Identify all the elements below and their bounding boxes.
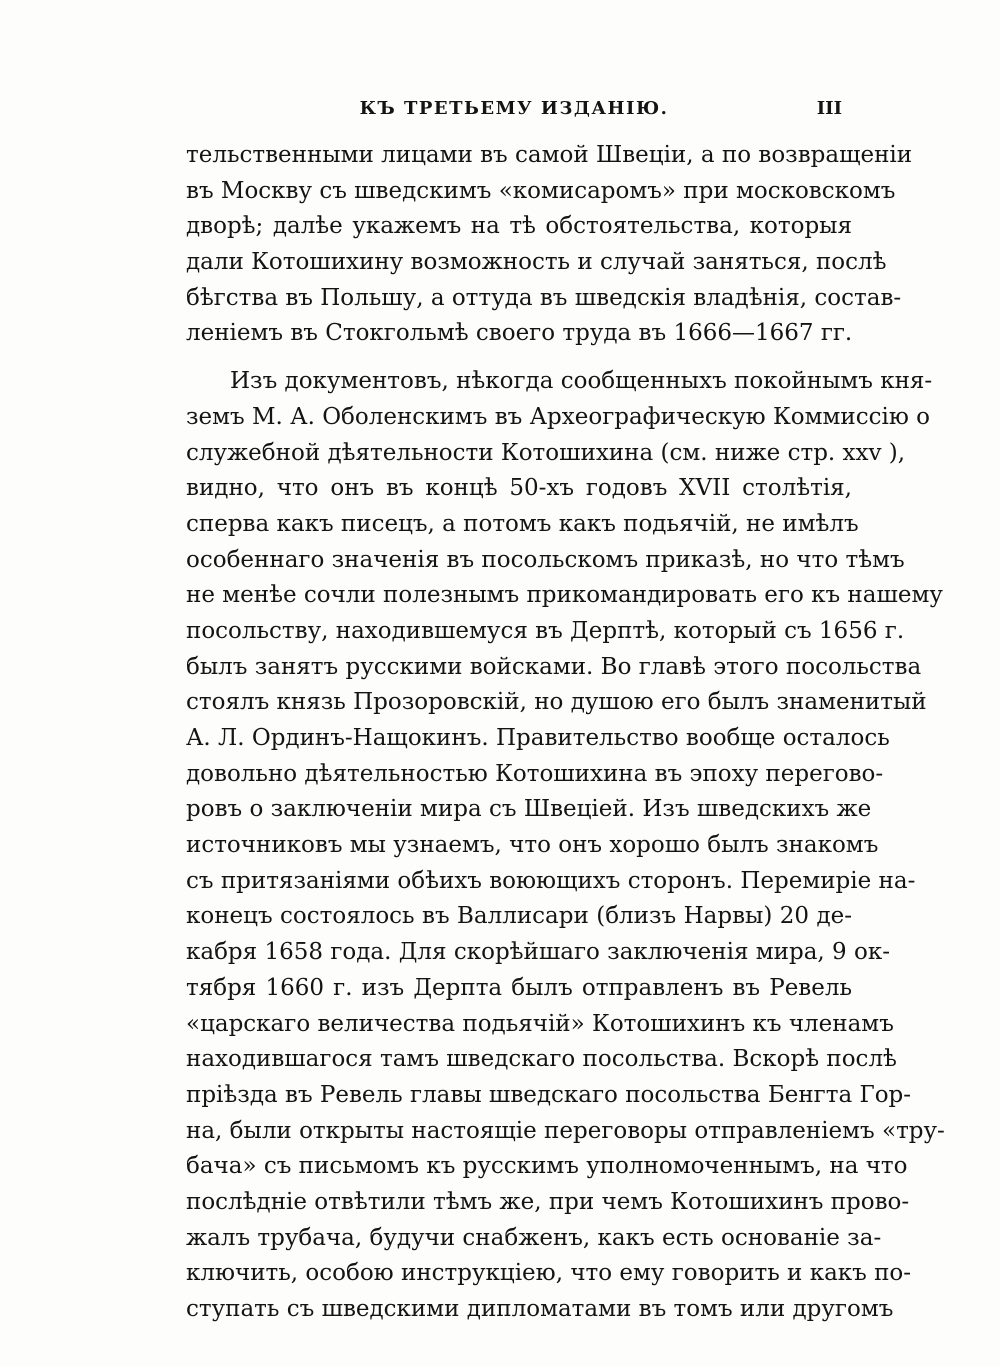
text-line: земъ М. А. Оболенскимъ въ Археографическую Коммиссію о (186, 403, 931, 430)
running-title: КЪ ТРЕТЬЕМУ ИЗДАНІЮ. (359, 98, 669, 119)
text-line: сперва какъ писецъ, а потомъ какъ подьячій, не имѣлъ (186, 510, 859, 537)
text-line: бѣгства въ Польшу, а оттуда въ шведскія владѣнія, состав- (186, 284, 902, 311)
text-line: особеннаго значенія въ посольскомъ приказѣ, но что тѣмъ (186, 546, 905, 573)
text-line: посольству, находившемуся въ Дерптѣ, который съ 1656 г. (186, 617, 905, 644)
text-line: пріѣзда въ Ревель главы шведскаго посольства Бенгта Гор- (186, 1081, 912, 1108)
text-line: довольно дѣятельностью Котошихина въ эпоху перегово- (186, 760, 884, 787)
text-line: жалъ трубача, будучи снабженъ, какъ есть основаніе за- (186, 1224, 882, 1251)
text-line: источниковъ мы узнаемъ, что онъ хорошо былъ знакомъ (186, 832, 879, 859)
paragraph-2 (186, 364, 945, 1328)
text-line: конецъ состоялось въ Валлисари (близъ Нарвы) 20 де- (186, 903, 852, 930)
text-line: ключить, особою инструкціею, что ему говорить и какъ по- (186, 1260, 912, 1287)
text-line: кабря 1658 года. Для скорѣйшаго заключенія мира, 9 ок- (186, 939, 890, 966)
text-line: съ притязаніями обѣихъ воюющихъ сторонъ. Перемиріе на- (186, 867, 916, 894)
text-line: служебной дѣятельности Котошихина (см. ниже стр. xxv ), (186, 439, 906, 466)
text-line: тября 1660 г. изъ Дерпта былъ отправленъ въ Ревель (186, 974, 852, 1001)
text-line: леніемъ въ Стокгольмѣ своего труда въ 1666—1667 гг. (186, 320, 853, 347)
page-number: III (816, 98, 842, 119)
text-line: Изъ документовъ, нѣкогда сообщенныхъ покойнымъ кня- (230, 368, 933, 395)
text-line: находившагося тамъ шведскаго посольства. Вскорѣ послѣ (186, 1046, 897, 1073)
text-line: ступать съ шведскими дипломатами въ томъ или другомъ (186, 1296, 894, 1322)
text-line: бача» съ письмомъ къ русскимъ уполномоченнымъ, на что (186, 1153, 908, 1180)
text-line: стоялъ князь Прозоровскій, но душою его былъ знаменитый (186, 689, 927, 716)
text-line: А. Л. Ординъ-Нащокинъ. Правительство вообще осталось (186, 725, 890, 751)
body-text (186, 138, 945, 1328)
text-line: дворѣ; далѣе укажемъ на тѣ обстоятельства, которыя (186, 213, 852, 240)
running-head (186, 98, 842, 128)
paragraph-1 (186, 138, 913, 352)
text-line: видно, что онъ въ концѣ 50-хъ годовъ XVII столѣтія, (186, 475, 852, 502)
text-line: на, были открыты настоящіе переговоры отправленіемъ «тру- (186, 1117, 945, 1144)
text-line: «царскаго величества подьячій» Котошихинъ къ членамъ (186, 1010, 894, 1037)
text-line: ровъ о заключеніи мира съ Швеціей. Изъ шведскихъ же (186, 796, 872, 823)
text-line: былъ занятъ русскими войсками. Во главѣ этого посольства (186, 653, 922, 680)
text-line: не менѣе сочли полезнымъ прикомандировать его къ нашему (186, 582, 943, 609)
text-line: тельственными лицами въ самой Швеціи, а по возвращеніи (186, 142, 913, 168)
text-line: въ Москву съ шведскимъ «комисаромъ» при московскомъ (186, 177, 896, 204)
text-line: дали Котошихину возможность и случай заняться, послѣ (186, 249, 887, 276)
text-line: послѣдніе отвѣтили тѣмъ же, при чемъ Котошихинъ прово- (186, 1188, 910, 1215)
